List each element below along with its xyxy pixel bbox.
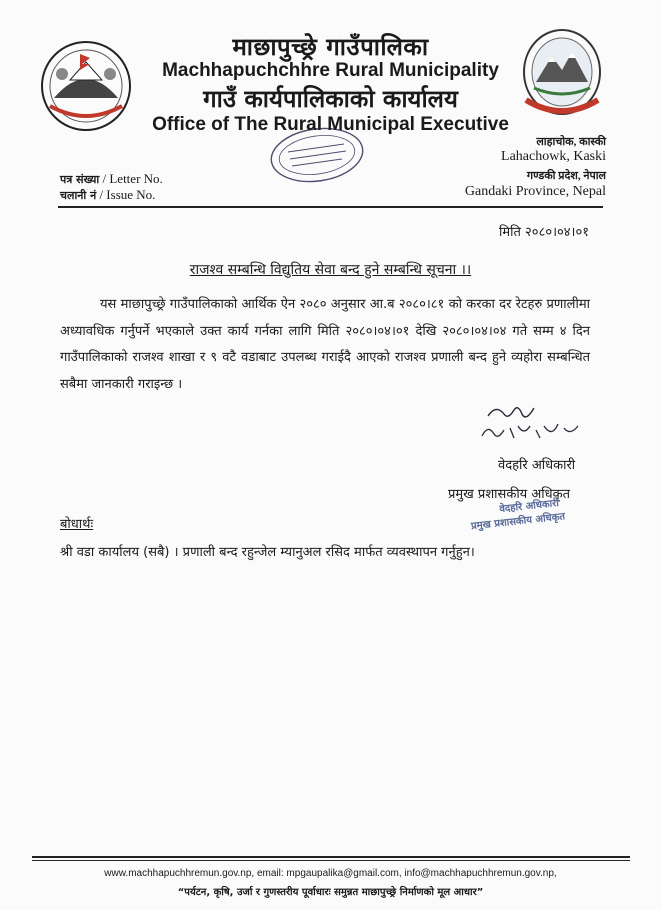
footer-contact: www.machhapuchhremun.gov.np, email: mpgaupalika@gmail.com, info@machhapuchhremun.gov.np, [104,868,557,879]
signer-name: वेदहरि अधिकारी [498,458,576,473]
seal-name: वेदहरि अधिकारी [498,497,560,516]
address-line2-english: Gandaki Province, Nepal [464,184,606,199]
signer-title: प्रमुख प्रशासकीय अधिकृत [448,487,571,502]
address-line2-nepali: गण्डकी प्रदेश, नेपाल [526,170,606,182]
footer-slogan: “पर्यटन, कृषि, उर्जा र गुणस्तरीय पूर्वाधारः समुन्नत माछापुच्छ्रे निर्माणको मूल आधार” [177,887,484,898]
office-name-english: Office of The Rural Municipal Executive [152,114,509,135]
subject-text: राजश्व सम्बन्धि विद्युतिय सेवा बन्द हुने सम्बन्धि सूचना ।। [189,262,472,278]
cc-label: बोधार्थः [60,517,94,532]
issue-number-label-nepali: चलानी नं [60,189,97,202]
office-name-nepali: गाउँ कार्यपालिकाको कार्यालय [203,85,458,113]
letter-number-label [60,171,163,187]
seal-title: प्रमुख प्रशासकीय अधिकृत [470,511,566,533]
issue-number-label-english: / Issue No. [99,187,156,202]
address-line1-english: Lahachowk, Kaski [501,149,606,164]
address-line1-nepali: लाहाचोक, कास्की [536,136,606,148]
letter-number-label-english: / Letter No. [102,171,163,186]
cc-text: श्री वडा कार्यालय (सबै) । प्रणाली बन्द रहुन्जेल म्यानुअल रसिद मार्फत व्यवस्थापन गर्नुहुन। [60,545,475,560]
letter-date: मिति २०८०।०४।०१ [499,225,589,240]
body-paragraph: यस माछापुच्छ्रे गाउँपालिकाको आर्थिक ऐन २०८० अनुसार आ.ब २०८०।८१ को करका दर रेटहरु प्रणालीमा अध्यावधिक गर्नुपर्ने भएकाले उक्त कार्य गर्नका लागि मिति २०८०।०४।०१ देखि २०८०।०४।०४ गते सम्म ४ दिन गाउँपालिकाको राजश्व शाखा र ९ वटै वडाबाट उपलब्ध गराईदै आएको राजश्व प्रणाली बन्द हुने व्यहोरा सम्बन्धित सबैमा जानकारी गराइन्छ । [60,297,590,392]
municipality-name-nepali: माछापुच्छ्रे गाउँपालिका [232,33,429,61]
municipality-name-english: Machhapuchchhre Rural Municipality [162,60,499,81]
handwritten-signature [478,402,588,444]
issue-number-label [60,187,155,203]
letter-number-label-nepali: पत्र संख्या [60,173,100,186]
header-divider [58,206,603,208]
footer-divider-thin [32,860,630,861]
footer-divider-thick [32,856,630,858]
subject-line [0,260,661,279]
